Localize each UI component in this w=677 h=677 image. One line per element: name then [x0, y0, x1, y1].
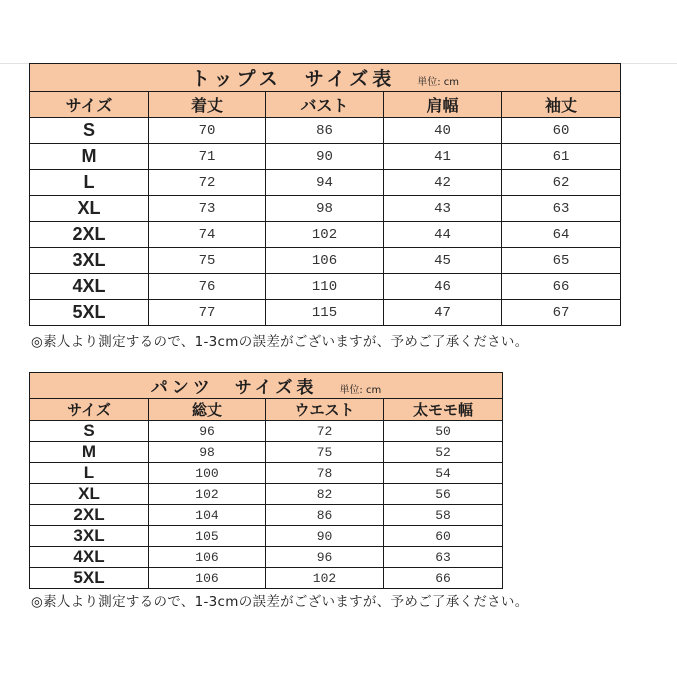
table-row	[30, 421, 503, 442]
shoulder-value: 43	[384, 196, 502, 222]
thigh-value: 60	[384, 526, 503, 547]
length-value: 77	[149, 300, 266, 326]
length-value: 74	[149, 222, 266, 248]
total-length-value: 106	[149, 547, 266, 568]
thigh-value: 58	[384, 505, 503, 526]
tops-title-cell	[30, 64, 621, 92]
pants-title: パンツ サイズ表	[150, 378, 318, 398]
tops-header-row	[30, 92, 621, 118]
length-value: 71	[149, 144, 266, 170]
shoulder-value: 41	[384, 144, 502, 170]
waist-value: 75	[266, 442, 384, 463]
size-label: 3XL	[30, 526, 149, 547]
waist-value: 86	[266, 505, 384, 526]
bust-value: 106	[266, 248, 384, 274]
table-row	[30, 505, 503, 526]
thigh-value: 66	[384, 568, 503, 589]
pants-measurement-note: ◎素人より測定するので、1-3cmの誤差がございますが、予めご了承ください。	[31, 594, 529, 610]
table-row	[30, 442, 503, 463]
sleeve-value: 65	[502, 248, 621, 274]
length-value: 75	[149, 248, 266, 274]
table-row	[30, 300, 621, 326]
tops-title-row	[30, 64, 621, 92]
length-value: 76	[149, 274, 266, 300]
tops-title: トップス サイズ表	[191, 68, 396, 90]
size-label: 5XL	[30, 300, 149, 326]
pants-unit: 単位: cm	[339, 385, 382, 396]
table-row	[30, 568, 503, 589]
size-label: 3XL	[30, 248, 149, 274]
pants-header-total-length: 総丈	[149, 399, 266, 421]
length-value: 73	[149, 196, 266, 222]
size-label: 4XL	[30, 547, 149, 568]
bust-value: 90	[266, 144, 384, 170]
shoulder-value: 44	[384, 222, 502, 248]
total-length-value: 98	[149, 442, 266, 463]
size-label: S	[30, 421, 149, 442]
table-row	[30, 222, 621, 248]
size-label: 2XL	[30, 222, 149, 248]
bust-value: 94	[266, 170, 384, 196]
total-length-value: 100	[149, 463, 266, 484]
bust-value: 110	[266, 274, 384, 300]
thigh-value: 63	[384, 547, 503, 568]
length-value: 72	[149, 170, 266, 196]
total-length-value: 102	[149, 484, 266, 505]
tops-header-bust: バスト	[266, 92, 384, 118]
waist-value: 90	[266, 526, 384, 547]
shoulder-value: 45	[384, 248, 502, 274]
table-row	[30, 547, 503, 568]
pants-header-row	[30, 399, 503, 421]
pants-title-row	[30, 373, 503, 399]
table-row	[30, 484, 503, 505]
size-label: 4XL	[30, 274, 149, 300]
total-length-value: 105	[149, 526, 266, 547]
size-label: XL	[30, 196, 149, 222]
sleeve-value: 64	[502, 222, 621, 248]
table-row	[30, 526, 503, 547]
total-length-value: 104	[149, 505, 266, 526]
pants-header-thigh: 太モモ幅	[384, 399, 503, 421]
pants-header-waist: ウエスト	[266, 399, 384, 421]
bust-value: 98	[266, 196, 384, 222]
shoulder-value: 47	[384, 300, 502, 326]
pants-size-table	[29, 372, 503, 589]
pants-header-size: サイズ	[30, 399, 149, 421]
bust-value: 115	[266, 300, 384, 326]
size-label: XL	[30, 484, 149, 505]
sleeve-value: 67	[502, 300, 621, 326]
table-row	[30, 274, 621, 300]
sleeve-value: 63	[502, 196, 621, 222]
size-label: M	[30, 144, 149, 170]
pants-title-cell	[30, 373, 503, 399]
bust-value: 86	[266, 118, 384, 144]
thigh-value: 50	[384, 421, 503, 442]
tops-unit: 単位: cm	[417, 77, 459, 88]
table-row	[30, 248, 621, 274]
table-row	[30, 118, 621, 144]
table-row	[30, 196, 621, 222]
waist-value: 78	[266, 463, 384, 484]
size-label: M	[30, 442, 149, 463]
tops-header-size: サイズ	[30, 92, 149, 118]
tops-measurement-note: ◎素人より測定するので、1-3cmの誤差がございますが、予めご了承ください。	[31, 334, 529, 350]
sleeve-value: 62	[502, 170, 621, 196]
thigh-value: 56	[384, 484, 503, 505]
thigh-value: 54	[384, 463, 503, 484]
sleeve-value: 61	[502, 144, 621, 170]
waist-value: 72	[266, 421, 384, 442]
waist-value: 102	[266, 568, 384, 589]
tops-header-shoulder: 肩幅	[384, 92, 502, 118]
bust-value: 102	[266, 222, 384, 248]
size-label: 5XL	[30, 568, 149, 589]
tops-header-length: 着丈	[149, 92, 266, 118]
shoulder-value: 40	[384, 118, 502, 144]
size-label: 2XL	[30, 505, 149, 526]
thigh-value: 52	[384, 442, 503, 463]
total-length-value: 96	[149, 421, 266, 442]
tops-header-sleeve: 袖丈	[502, 92, 621, 118]
sleeve-value: 60	[502, 118, 621, 144]
length-value: 70	[149, 118, 266, 144]
shoulder-value: 42	[384, 170, 502, 196]
shoulder-value: 46	[384, 274, 502, 300]
size-label: L	[30, 463, 149, 484]
size-label: S	[30, 118, 149, 144]
sleeve-value: 66	[502, 274, 621, 300]
table-row	[30, 144, 621, 170]
waist-value: 82	[266, 484, 384, 505]
table-row	[30, 463, 503, 484]
size-label: L	[30, 170, 149, 196]
total-length-value: 106	[149, 568, 266, 589]
waist-value: 96	[266, 547, 384, 568]
tops-size-table	[29, 63, 621, 326]
table-row	[30, 170, 621, 196]
